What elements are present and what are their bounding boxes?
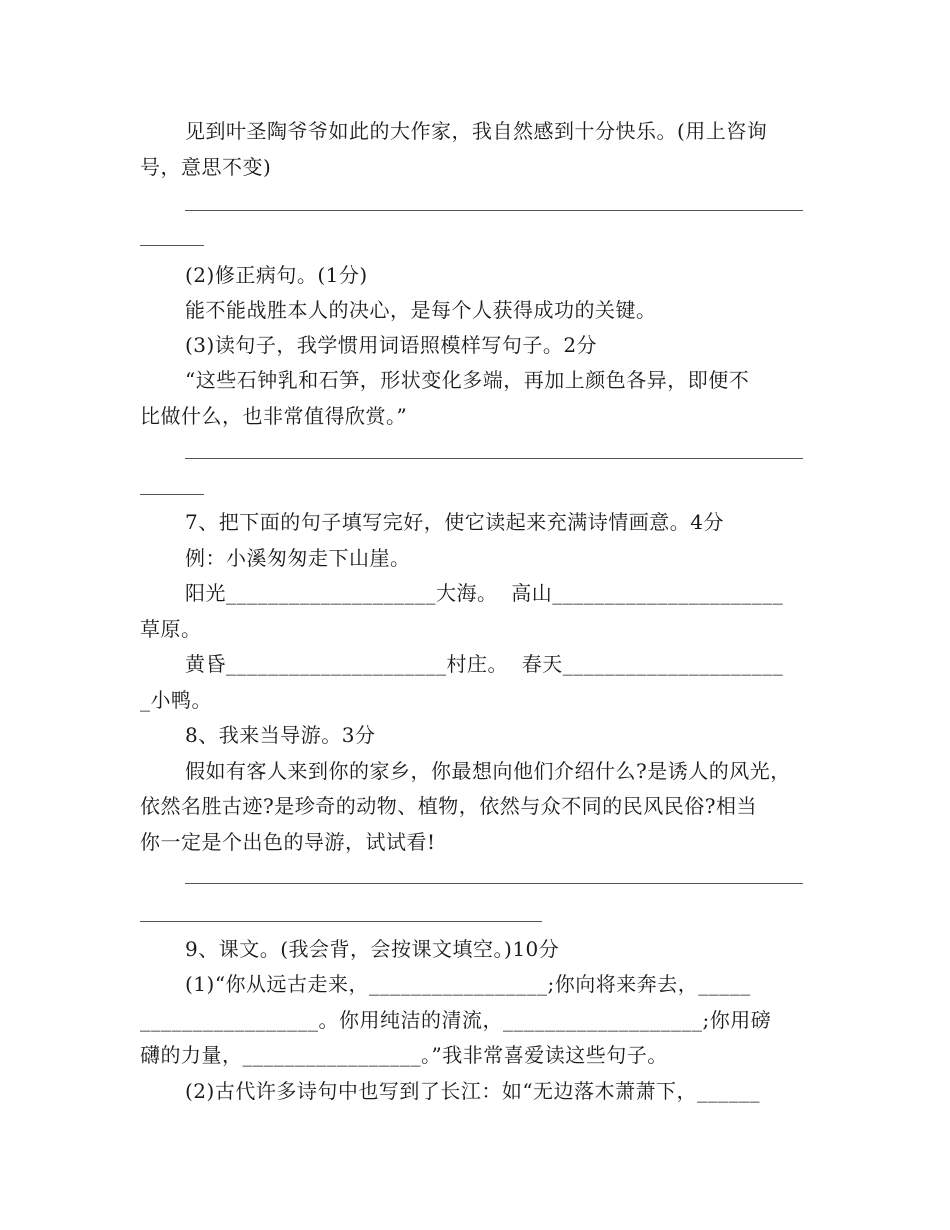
text-line: “这些石钟乳和石笋，形状变化多端，再加上颜色各异，即便不 xyxy=(185,368,750,392)
text-line: 礴的力量，_________________。”我非常喜爱读这些句子。 xyxy=(140,1043,668,1067)
text-line: 例：小溪匆匆走下山崖。 xyxy=(185,546,411,570)
text-line: (2)修正病句。(1分) xyxy=(185,263,368,287)
answer-line xyxy=(140,921,542,922)
text-line: 假如有客人来到你的家乡，你最想向他们介绍什么?是诱人的风光， xyxy=(185,759,791,783)
answer-line xyxy=(185,458,803,459)
text-line: 号，意思不变) xyxy=(140,155,272,179)
answer-line xyxy=(185,210,803,211)
text-line: 7、把下面的句子填写完好，使它读起来充满诗情画意。4分 xyxy=(185,510,724,534)
answer-line xyxy=(185,883,803,884)
text-line: 8、我来当导游。3分 xyxy=(185,723,376,747)
text-line: 能不能战胜本人的决心，是每个人获得成功的关键。 xyxy=(185,298,657,322)
text-line: 草原。 xyxy=(140,617,202,641)
text-line: _小鸭。 xyxy=(140,688,212,712)
text-line: 你一定是个出色的导游，试试看! xyxy=(140,830,436,854)
text-line: 9、课文。(我会背，会按课文填空。)10分 xyxy=(185,937,560,961)
text-line: (1)“你从远古走来，_________________;你向将来奔去，_____ xyxy=(185,972,751,996)
text-line: 见到叶圣陶爷爷如此的大作家，我自然感到十分快乐。(用上咨询 xyxy=(185,119,768,143)
text-line: (3)读句子，我学惯用词语照模样写句子。2分 xyxy=(185,333,598,357)
answer-line xyxy=(140,245,204,246)
text-line: 依然名胜古迹?是珍奇的动物、植物，依然与众不同的民风民俗?相当 xyxy=(140,794,757,818)
text-line: _________________。你用纯洁的清流，___________________;你用磅 xyxy=(140,1008,772,1032)
text-line: 比做什么，也非常值得欣赏。” xyxy=(140,404,408,428)
text-line: 黄昏_____________________村庄。 春天_____________________ xyxy=(185,652,784,676)
text-line: (2)古代许多诗句中也写到了长江：如“无边落木萧萧下，______ xyxy=(185,1079,761,1103)
text-line: 阳光____________________大海。 高山______________________ xyxy=(185,581,784,605)
answer-line xyxy=(140,494,204,495)
